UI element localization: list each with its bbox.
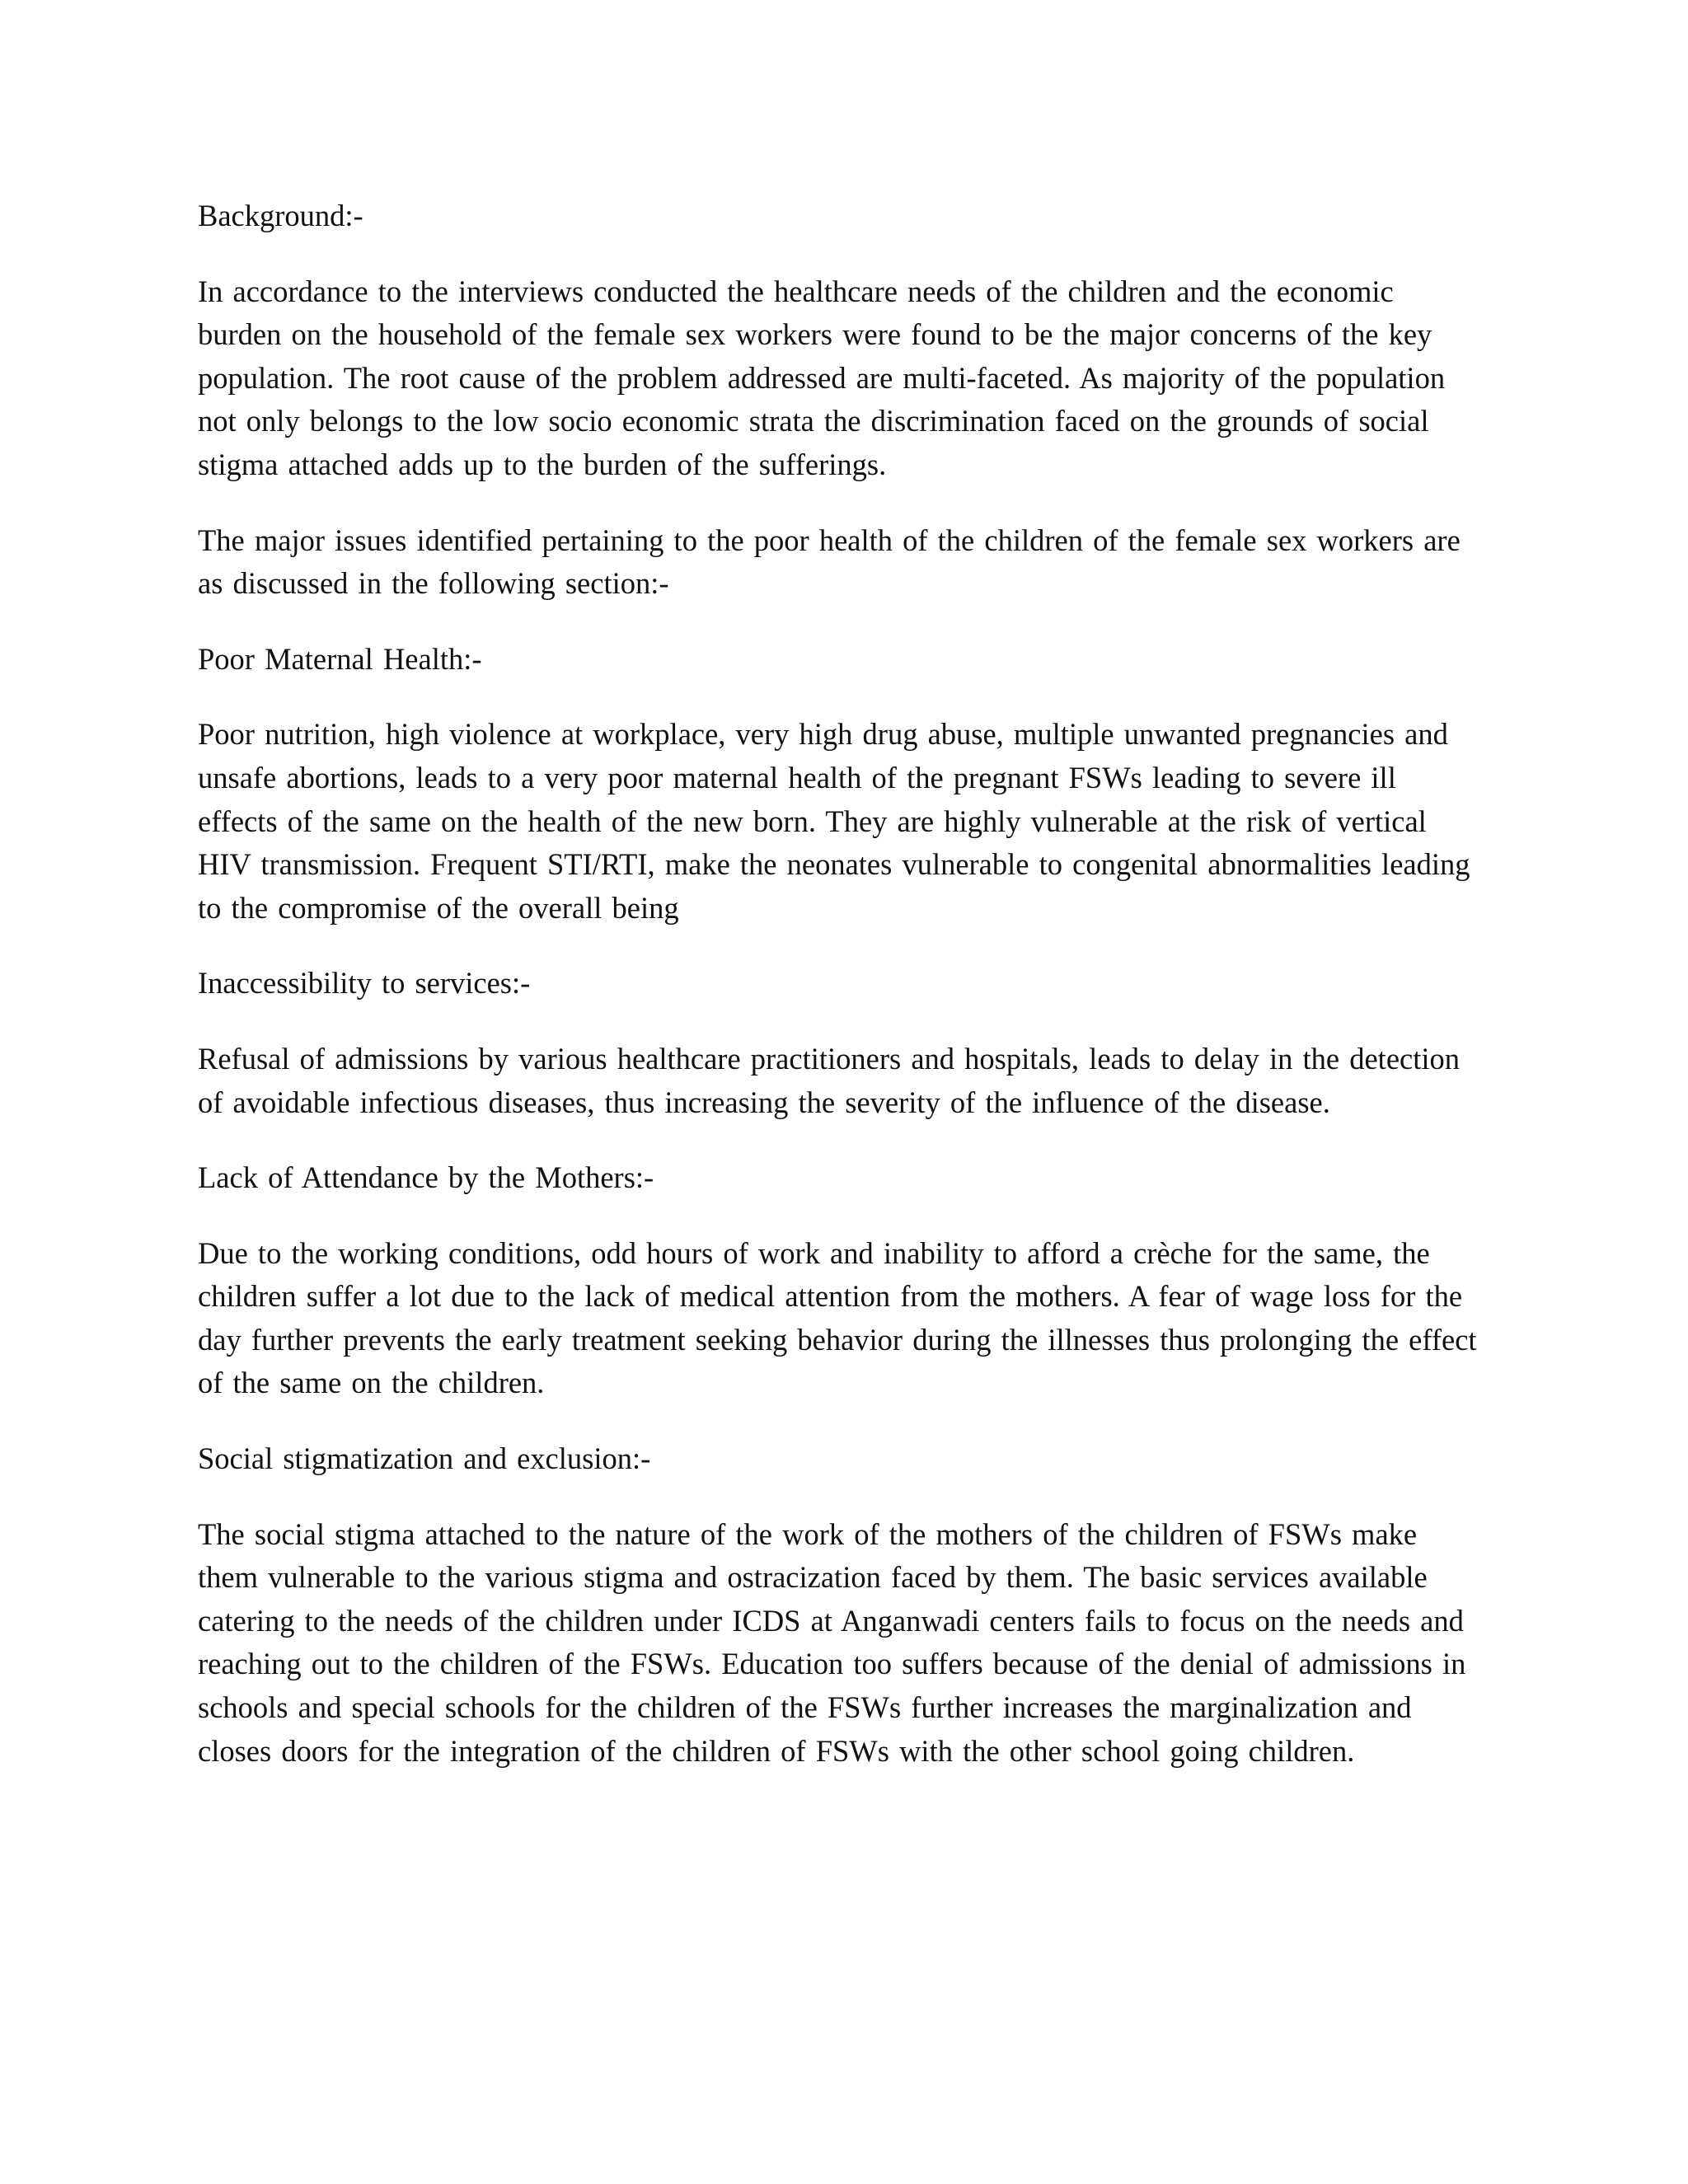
social-stigma-paragraph: The social stigma attached to the nature of the work of the mothers of the children of FSWs make them vulnerable to the various stigma and ostracization faced by them. The basic services available catering to the needs of the children under ICDS at Anganwadi centers fails to focus on the needs and reaching out to the children of the FSWs. Education too suffers because of the denial of admissions in schools and special schools for the children of the FSWs further increases the marginalization and closes doors for the integration of the children of FSWs with the other school going children.	[198, 1516, 1466, 1768]
document-body	[198, 194, 1484, 1805]
section-heading-background: Background:-	[198, 199, 363, 232]
section-heading-attendance: Lack of Attendance by the Mothers:-	[198, 1160, 654, 1195]
inaccessibility-paragraph: Refusal of admissions by various healthcare practitioners and hospitals, leads to delay in the detection of avoidable infectious diseases, thus increasing the severity of the influence of the disease.	[198, 1041, 1460, 1119]
section-heading-inaccessibility: Inaccessibility to services:-	[198, 966, 531, 1001]
background-paragraph: In accordance to the interviews conducted the healthcare needs of the children and the economic burden on the household of the female sex workers were found to be the major concerns of the key population. The root cause of the problem addressed are multi-faceted. As majority of the population not only belongs to the low socio economic strata the discrimination faced on the grounds of social stigma attached adds up to the burden of the sufferings.	[198, 274, 1446, 481]
maternal-health-paragraph: Poor nutrition, high violence at workplace, very high drug abuse, multiple unwanted pregnancies and unsafe abortions, leads to a very poor maternal health of the pregnant FSWs leading to severe ill effects of the same on the health of the new born. They are highly vulnerable at the risk of vertical HIV transmission. Frequent STI/RTI, make the neonates vulnerable to congenital abnormalities leading to the compromise of the overall being	[198, 717, 1470, 925]
attendance-paragraph: Due to the working conditions, odd hours of work and inability to afford a crèche for the same, the children suffer a lot due to the lack of medical attention from the mothers. A fear of wage loss for the day further prevents the early treatment seeking behavior during the illnesses thus prolonging the effect of the same on the children.	[198, 1235, 1477, 1400]
issues-intro-paragraph: The major issues identified pertaining to the poor health of the children of the female sex workers are as discussed in the following section:-	[198, 523, 1461, 601]
section-heading-social-stigma: Social stigmatization and exclusion:-	[198, 1441, 651, 1476]
section-heading-maternal-health: Poor Maternal Health:-	[198, 641, 482, 676]
